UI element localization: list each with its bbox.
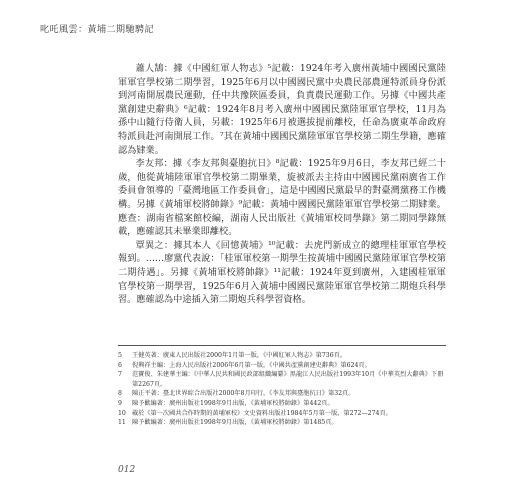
footnote-text: 陳予歡編著：廣州出版社1998年9月出版，《黃埔軍校將帥錄》第1485頁。 [132, 419, 338, 427]
footnote-number: 6 [118, 361, 122, 369]
footnote-number: 7 [118, 371, 122, 379]
footnote [118, 370, 446, 389]
footnotes [118, 345, 446, 428]
paragraph-text: 蕭人鵠：據《中國紅軍人物志》⁵記載：1924年考入廣州黃埔中國國民黨陸軍軍官學校第二期學習，1925年6月以中國國民黨中央農民部農運特派員身份派到河南開展農民運動，任中共豫陝區委員，負責農民運動工作。另據《中國共產黨創建史辭典》⁶記載：1924年8月考入廣州中國國民黨陸軍軍官學校，11月為孫中山隨行侍衛人員，另載：1925年6月被選拔提前離校，任命為廣東革命政府特派員赴河南開展工作。⁷其在黃埔中國國民黨陸軍軍官學校第二期生學籍，應確認為肄業。 [118, 63, 446, 156]
footnote [118, 361, 446, 371]
footnote-text: 王健英著：廣東人民出版社2000年1月第一版，《中國紅軍人物志》第736頁。 [132, 352, 347, 359]
footnote [118, 409, 446, 419]
footnote-number: 8 [118, 390, 122, 398]
footnote-text: 倪興祥主編：上海人民出版社2006年6月第一版，《中國共產黨創建史辭典》第624頁。 [132, 361, 371, 369]
footnote-number: 5 [118, 352, 122, 359]
footnote-text: 范寶俊、朱建華主編：《中華人民共和國民政部組織編纂》黑龍江人民出版社1993年10月《中華英烈大辭典》下冊第2267頁。 [132, 371, 444, 388]
footnote-text: 陳予歡編著：廣州出版社1998年9月出版，《黃埔軍校將帥錄》第442頁。 [132, 399, 334, 407]
footnote-text: 陳正平著：臺北世界綜合出版社2000年8月印行，《李友邦與臺胞抗日》第32頁。 [132, 390, 355, 398]
footnote-number: 9 [118, 399, 122, 407]
footnote-number: 10 [118, 409, 126, 417]
footnote [118, 418, 446, 428]
footnote [118, 351, 446, 361]
footnote-text: 載於《第一次國共合作時期的黃埔軍校》文史資料出版社1984年5月第一版，第272—274頁。 [132, 409, 392, 417]
paragraph-li-youbang [118, 157, 446, 239]
paragraph-xiao-renhu [118, 62, 446, 157]
footnote [118, 399, 446, 409]
footnote-number: 11 [118, 419, 126, 427]
body-text [118, 62, 446, 307]
paragraph-text: 覃異之：據其本人《回憶黃埔》¹⁰記載：去虎門新成立的總理桂軍軍官學校報到。……廖黨代表說：「桂軍軍校第一期學生按黃埔中國國民黨陸軍軍官學校第二期待遇」。另據《黃埔軍校將帥錄》¹¹記載：1924年夏到廣州，入建國桂軍軍官學校第一期學習，1925年6月入黃埔中國國民黨陸軍軍官學校第二期炮兵科學習。應確認為中途插入第二期炮兵科學習資格。 [118, 239, 446, 306]
paragraph-text: 李友邦：據《李友邦與臺胞抗日》⁸記載：1925年9月6日，李友邦已經二十歲，他從黃埔陸軍軍官學校第二期畢業，旋被派去主持由中國國民黨兩廣省工作委員會領導的「臺灣地區工作委員會」，這是中國國民黨最早的對臺灣黨務工作機構。另據《黃埔軍校將帥錄》⁹記載：黃埔中國國民黨陸軍軍官學校第二期肄業。應查：湖南省檔案館校編，湖南人民出版社《黃埔軍校同學錄》第二期同學錄無載，應確認其未畢業即離校。 [118, 158, 446, 238]
running-header: 叱吒風雲：黃埔二期馳騁記 [40, 25, 155, 35]
paragraph-qin-yizhi [118, 239, 446, 307]
footnote [118, 389, 446, 399]
page-number: 012 [118, 465, 136, 475]
